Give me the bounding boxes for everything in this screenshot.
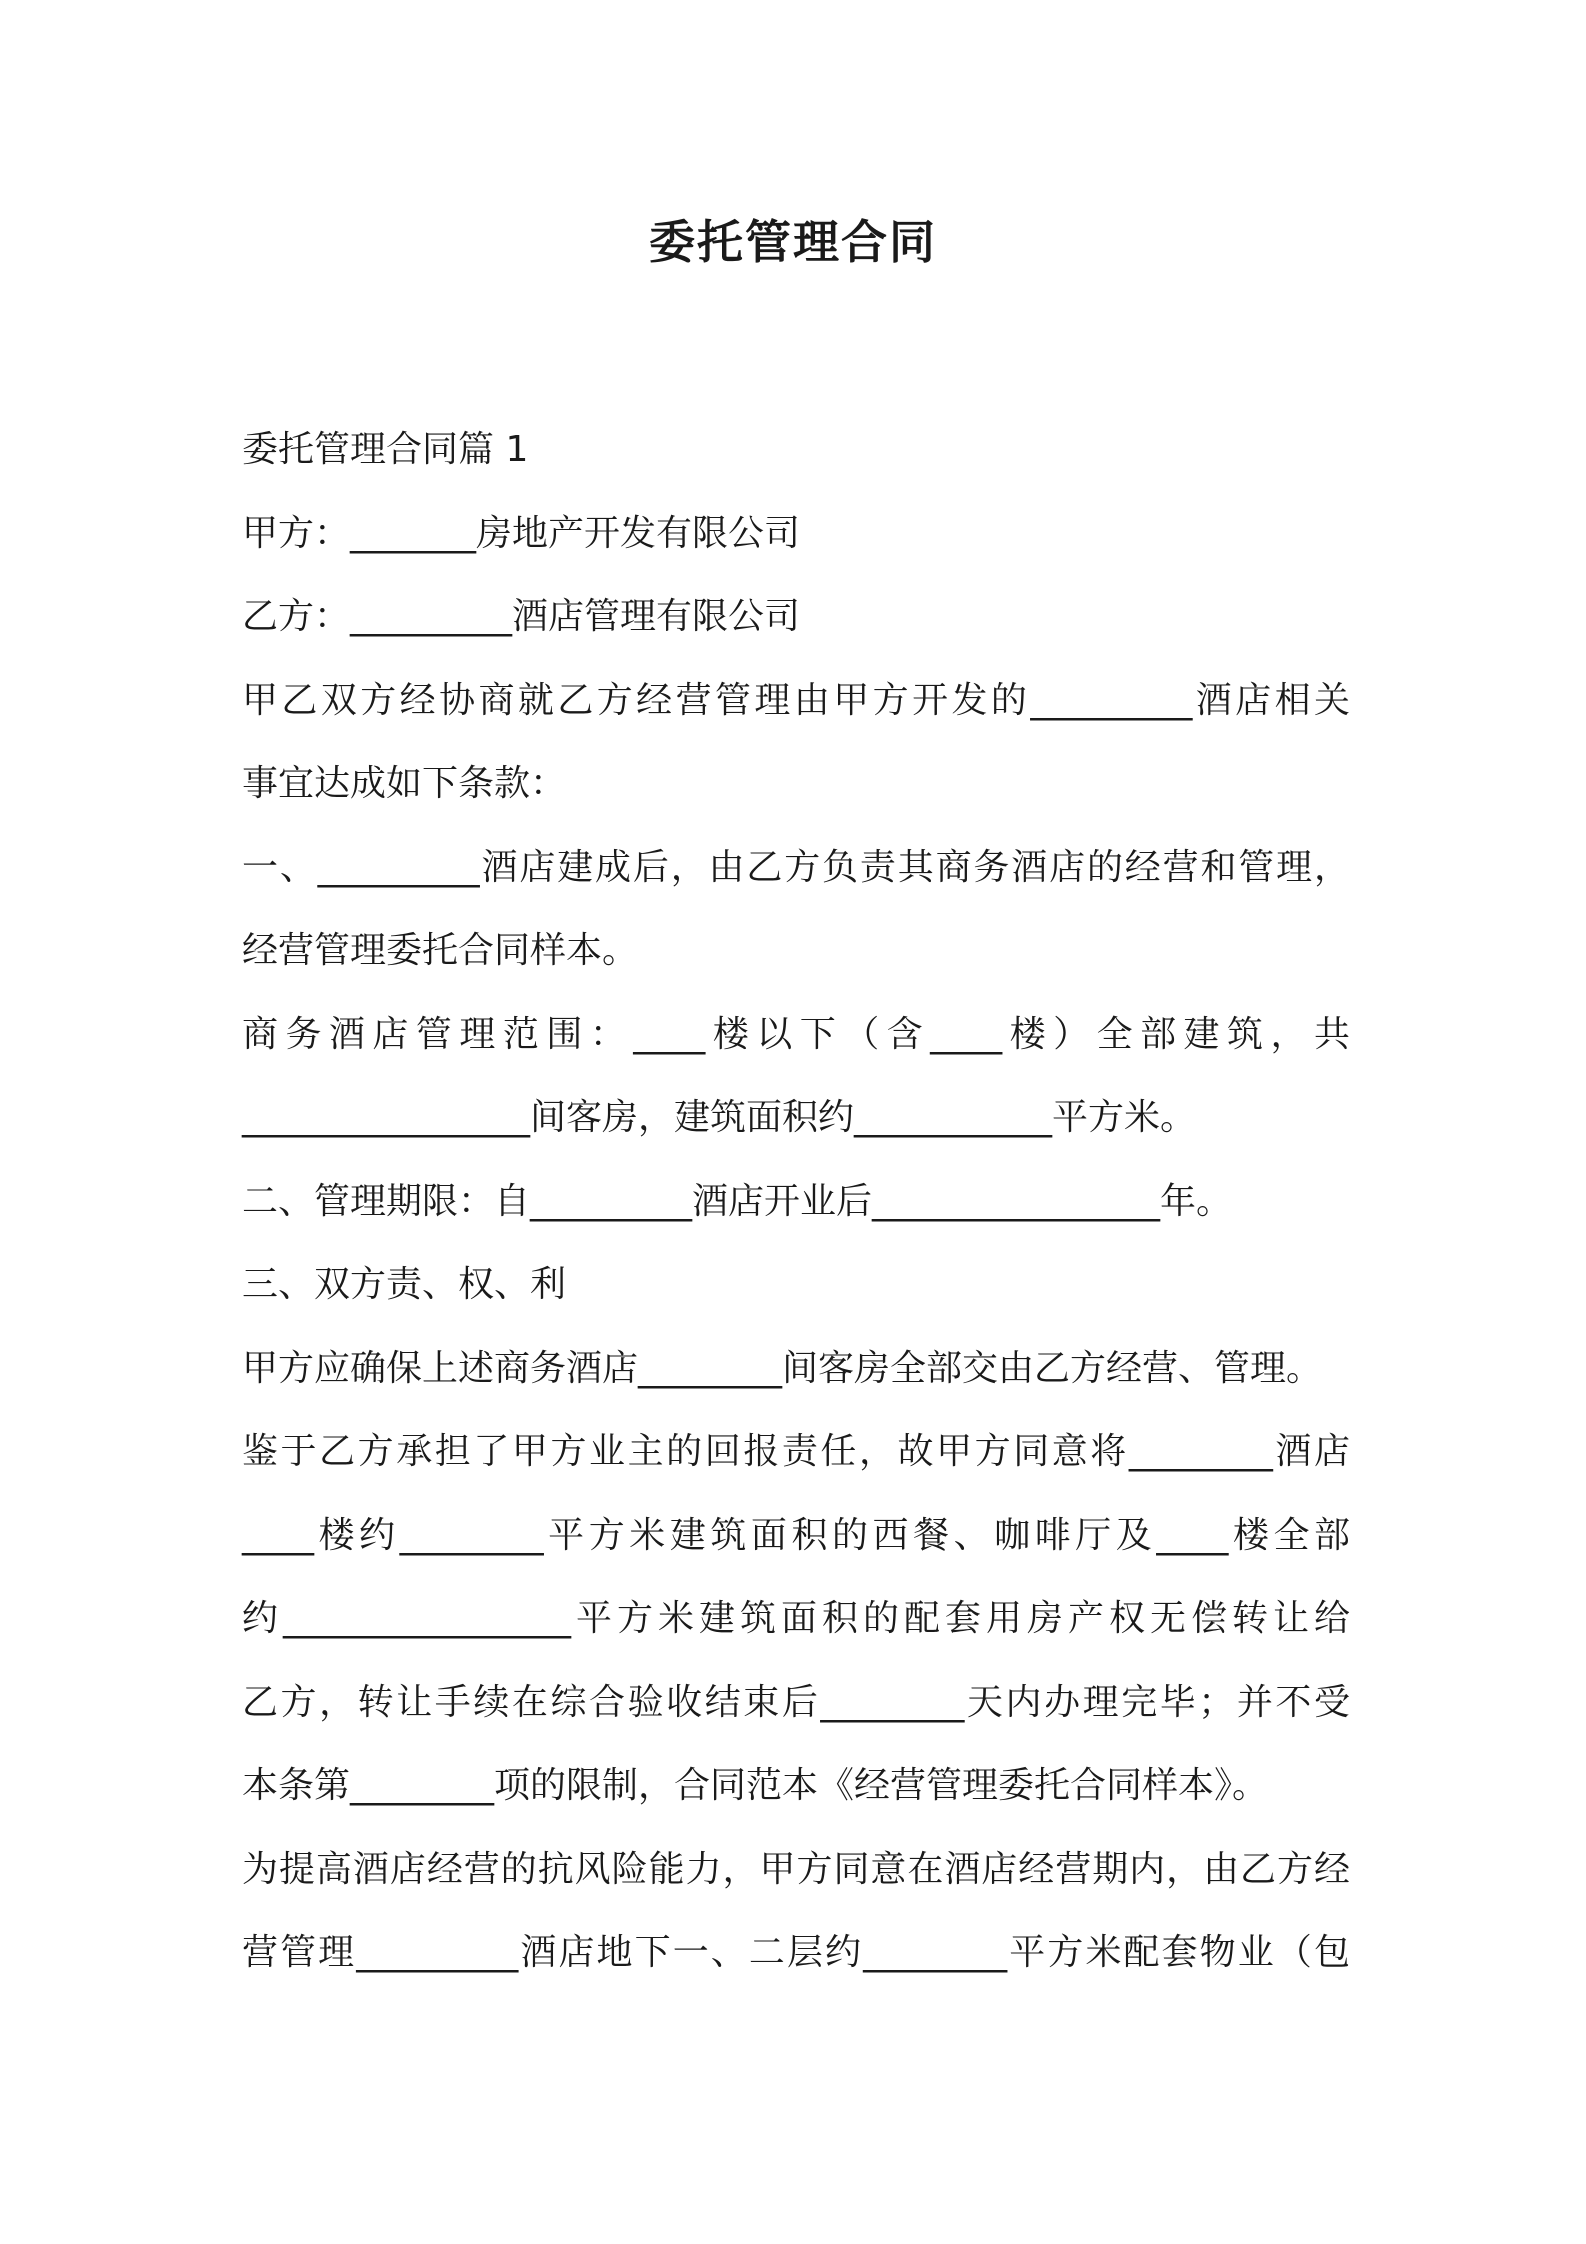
paragraph-line: 事宜达成如下条款：: [242, 763, 567, 804]
clause-3-line: 本条第________项的限制，合同范本《经营管理委托合同样本》。: [242, 1765, 1269, 1806]
clause-3-heading: 三、双方责、权、利: [242, 1264, 567, 1305]
clause-3-line: 甲方应确保上述商务酒店________间客房全部交由乙方经营、管理。: [242, 1347, 1323, 1389]
party-a-line: 甲方：_______房地产开发有限公司: [242, 512, 801, 554]
scope-line: 商务酒店管理范围：____楼以下（含____楼）全部建筑，共: [242, 1013, 1350, 1055]
clause-1-line: 经营管理委托合同样本。: [242, 930, 639, 971]
clause-3-line: 约________________平方米建筑面积的配套用房产权无偿转让给: [242, 1598, 1350, 1639]
section-heading: 委托管理合同篇 1: [242, 429, 529, 470]
document-body: [242, 408, 1350, 1995]
party-b-line: 乙方：_________酒店管理有限公司: [242, 596, 801, 637]
clause-1-line: 一、_________酒店建成后，由乙方负责其商务酒店的经营和管理，: [242, 846, 1350, 888]
scope-line: ________________间客房，建筑面积约___________平方米。: [242, 1097, 1197, 1138]
clause-3-line: 为提高酒店经营的抗风险能力，甲方同意在酒店经营期内，由乙方经: [242, 1848, 1350, 1890]
clause-3-line: 乙方，转让手续在综合验收结束后________天内办理完毕；并不受: [242, 1681, 1350, 1723]
document-title: 委托管理合同: [649, 215, 937, 269]
clause-3-line: 鉴于乙方承担了甲方业主的回报责任，故甲方同意将________酒店: [242, 1431, 1350, 1472]
paragraph-line: 甲乙双方经协商就乙方经营管理由甲方开发的_________酒店相关: [242, 679, 1350, 721]
clause-3-line: ____楼约________平方米建筑面积的西餐、咖啡厅及____楼全部: [242, 1514, 1350, 1556]
clause-2-line: 二、管理期限：自_________酒店开业后________________年。: [242, 1180, 1233, 1222]
clause-3-line: 营管理_________酒店地下一、二层约________平方米配套物业（包: [242, 1932, 1350, 1973]
